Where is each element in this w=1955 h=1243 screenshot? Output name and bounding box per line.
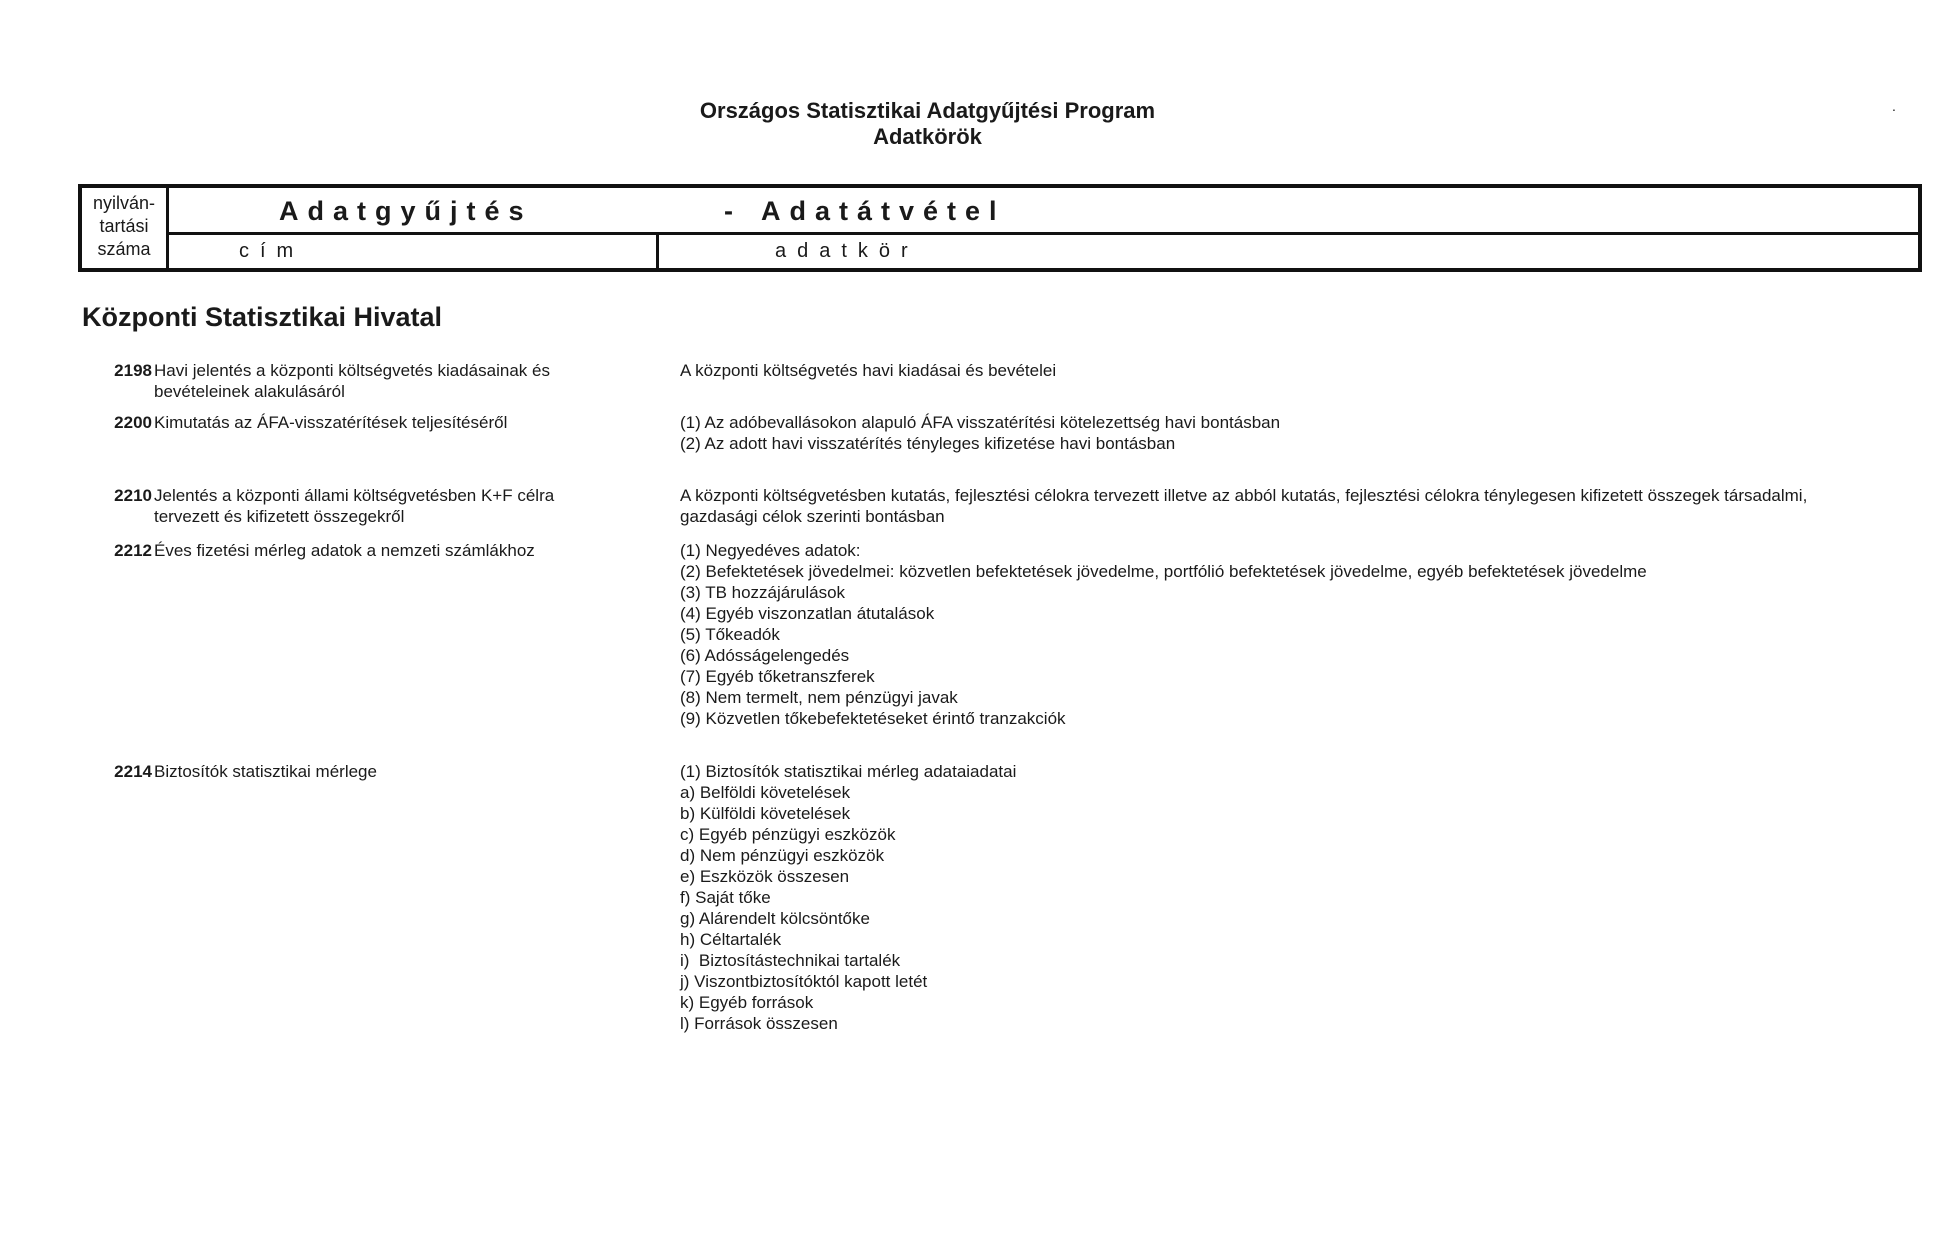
data-line: (1) Biztosítók statisztikai mérleg adataiadatai: [680, 762, 1017, 781]
data-line: c) Egyéb pénzügyi eszközök: [680, 825, 896, 844]
entry-title: Havi jelentés a központi költségvetés kiadásainak és bevételeinek alakulásáról: [154, 361, 550, 401]
data-line: (6) Adósságelengedés: [680, 646, 850, 665]
title-column-header: cím: [239, 240, 305, 262]
document-subtitle: Adatkörök: [873, 124, 982, 149]
column-header-table: [78, 184, 1922, 272]
data-line: (7) Egyéb tőketranszferek: [680, 667, 875, 686]
data-line: (9) Közvetlen tőkebefektetéseket érintő tranzakciók: [680, 709, 1066, 728]
header-bottom-row: [169, 235, 1918, 268]
entry-title: Éves fizetési mérleg adatok a nemzeti számlákhoz: [154, 541, 535, 560]
entry-data-scope: [680, 412, 1880, 454]
document-title: Országos Statisztikai Adatgyűjtési Program: [699, 98, 1156, 123]
data-line: b) Külföldi követelések: [680, 804, 851, 823]
data-line: f) Saját tőke: [680, 888, 771, 907]
data-line: a) Belföldi követelések: [680, 783, 851, 802]
data-line: (4) Egyéb viszonzatlan átutalások: [680, 604, 935, 623]
data-line: k) Egyéb források: [680, 993, 814, 1012]
entry-number: 2214: [114, 762, 152, 781]
data-line: (2) Befektetések jövedelmei: közvetlen befektetések jövedelme, portfólió befektetések jövedelme, egyéb befektetések jövedelme: [680, 562, 1647, 581]
registration-header-line: tartási: [99, 216, 149, 236]
entry-title: Jelentés a központi állami költségvetésben K+F célra tervezett és kifizetett összegekről: [154, 486, 555, 526]
entry-number: 2210: [114, 486, 152, 505]
data-line: A központi költségvetés havi kiadásai és bevételei: [680, 361, 1057, 380]
collection-header: Adatgyűjtés: [279, 196, 533, 226]
data-line: (8) Nem termelt, nem pénzügyi javak: [680, 688, 958, 707]
data-line: (5) Tőkeadók: [680, 625, 780, 644]
entry-data-scope: [680, 360, 1880, 381]
data-line: h) Céltartalék: [680, 930, 782, 949]
entry-number: 2212: [114, 541, 152, 560]
registration-number-header: [82, 188, 169, 268]
data-line: A központi költségvetésben kutatás, fejlesztési célokra tervezett illetve az abból kutatás, fejlesztési célokra ténylegesen kifizetett összegek társadalmi, gazdasági célok szerinti bontásban: [680, 486, 1813, 526]
header-column-divider: [656, 235, 659, 268]
entry-title: Biztosítók statisztikai mérlege: [154, 762, 377, 781]
scope-column-header: adatkör: [775, 240, 919, 262]
registration-header-line: nyilván-: [92, 193, 156, 213]
data-line: g) Alárendelt kölcsöntőke: [680, 909, 870, 928]
entry-title: Kimutatás az ÁFA-visszatérítések teljesítéséről: [154, 413, 508, 432]
entry-data-scope: [680, 761, 1880, 1034]
section-title: Központi Statisztikai Hivatal: [82, 302, 443, 332]
registration-header-line: száma: [97, 239, 151, 259]
document-header: [0, 98, 1855, 150]
data-line: e) Eszközök összesen: [680, 867, 850, 886]
header-top-row: [169, 188, 1918, 235]
header-dash: -: [724, 196, 742, 226]
data-line: (1) Az adóbevallásokon alapuló ÁFA visszatérítési kötelezettség havi bontásban: [680, 413, 1281, 432]
entry-data-scope: [680, 540, 1880, 729]
corner-mark: .: [1892, 98, 1896, 114]
transfer-header: Adatátvétel: [761, 196, 1006, 226]
data-line: d) Nem pénzügyi eszközök: [680, 846, 885, 865]
data-line: i) Biztosítástechnikai tartalék: [680, 951, 901, 970]
data-line: l) Források összesen: [680, 1014, 838, 1033]
entry-data-scope: [680, 485, 1880, 527]
data-line: (3) TB hozzájárulások: [680, 583, 846, 602]
data-line: (2) Az adott havi visszatérítés tényleges kifizetése havi bontásban: [680, 434, 1176, 453]
data-line: (1) Negyedéves adatok:: [680, 541, 861, 560]
entry-number: 2200: [114, 413, 152, 432]
entry-number: 2198: [114, 361, 152, 380]
data-line: j) Viszontbiztosítóktól kapott letét: [680, 972, 928, 991]
